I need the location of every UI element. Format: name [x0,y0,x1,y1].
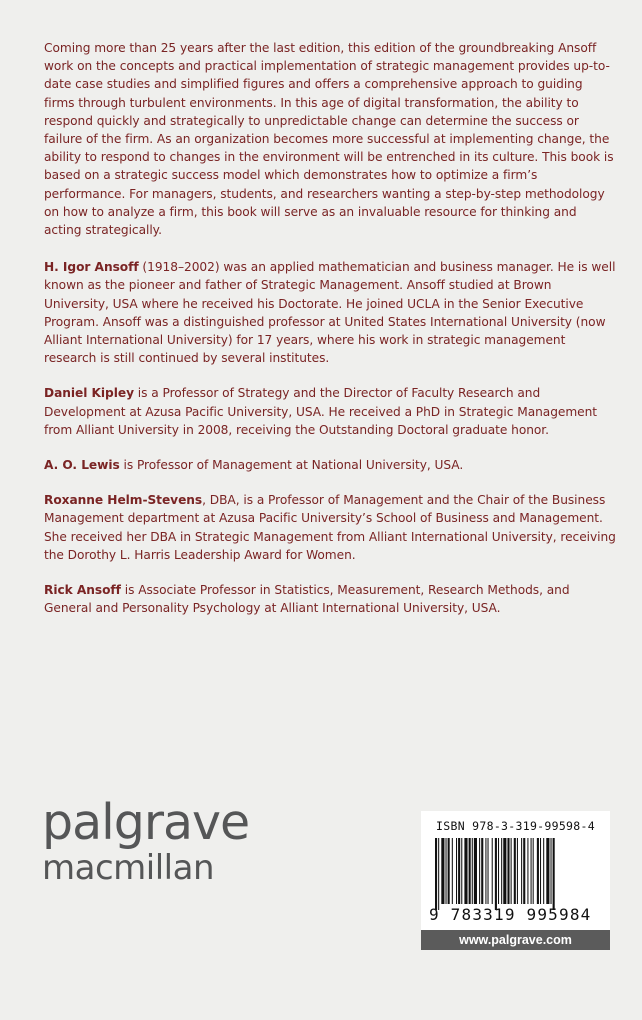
barcode-bars-icon [435,838,597,910]
author-bio-roxanne-helm-stevens [44,491,616,564]
publisher-url: www.palgrave.com [421,930,610,950]
author-name: Daniel Kipley [44,386,134,401]
author-bio-text: (1918–2002) was an applied mathematician and business manager. He is well known as the pioneer and father of Strategic Management. Ansoff studied at Brown University, USA where he received his Doctorate. He joined UCLA in the Senior Executive Program. Ansoff was a distinguished professor at United States International University (now Alliant International University) for 17 years, where his work in strategic management research is still continued by several institutes. [44,260,616,366]
isbn-barcode [421,811,610,930]
publisher-logo-line1: palgrave [42,794,250,851]
publisher-logo [42,796,249,886]
author-name: Rick Ansoff [44,583,121,598]
isbn-label: ISBN 978-3-319-99598-4 [436,819,595,833]
back-cover-text [44,39,616,634]
author-bio-rick-ansoff [44,581,616,617]
author-bio-text: is Professor of Management at National University, USA. [119,458,464,473]
author-name: Roxanne Helm-Stevens [44,493,203,508]
author-name: A. O. Lewis [44,458,120,473]
author-bio-igor-ansoff [44,258,616,367]
author-bio-daniel-kipley [44,384,616,439]
author-bio-text: is a Professor of Strategy and the Director of Faculty Research and Development at Azusa Pacific University, USA. He received a PhD in Strategic Management from Alliant University in 2008, receiving the Outstanding Doctoral graduate honor. [44,386,598,437]
barcode-digits: 9 783319 995984 [429,905,592,924]
book-blurb: Coming more than 25 years after the last edition, this edition of the groundbreaking Ansoff work on the concepts and practical implementation of strategic management provides up-to-date case studies and simplified figures and offers a comprehensive approach to guiding firms through turbulent environments. In this age of digital transformation, the ability to respond quickly and strategically to unpredictable change can determine the success or failure of the firm. As an organization becomes more successful at implementing change, the ability to respond to changes in the environment will be entrenched in its culture. This book is based on a strategic success model which demonstrates how to optimize a firm’s performance. For managers, students, and researchers wanting a step-by-step methodology on how to analyze a firm, this book will serve as an invaluable resource for thinking and acting strategically. [44,41,614,238]
author-bio-text: , DBA, is a Professor of Management and the Chair of the Business Management department at Azusa Pacific University’s School of Business and Management. She received her DBA in Strategic Management from Alliant International University, receiving the Dorothy L. Harris Leadership Award for Women. [44,493,616,562]
publisher-logo-line2: macmillan [42,848,214,888]
author-name: H. Igor Ansoff [44,260,139,275]
author-bio-text: is Associate Professor in Statistics, Measurement, Research Methods, and General and Personality Psychology at Alliant International University, USA. [44,583,570,616]
author-bio-ao-lewis [44,456,616,474]
